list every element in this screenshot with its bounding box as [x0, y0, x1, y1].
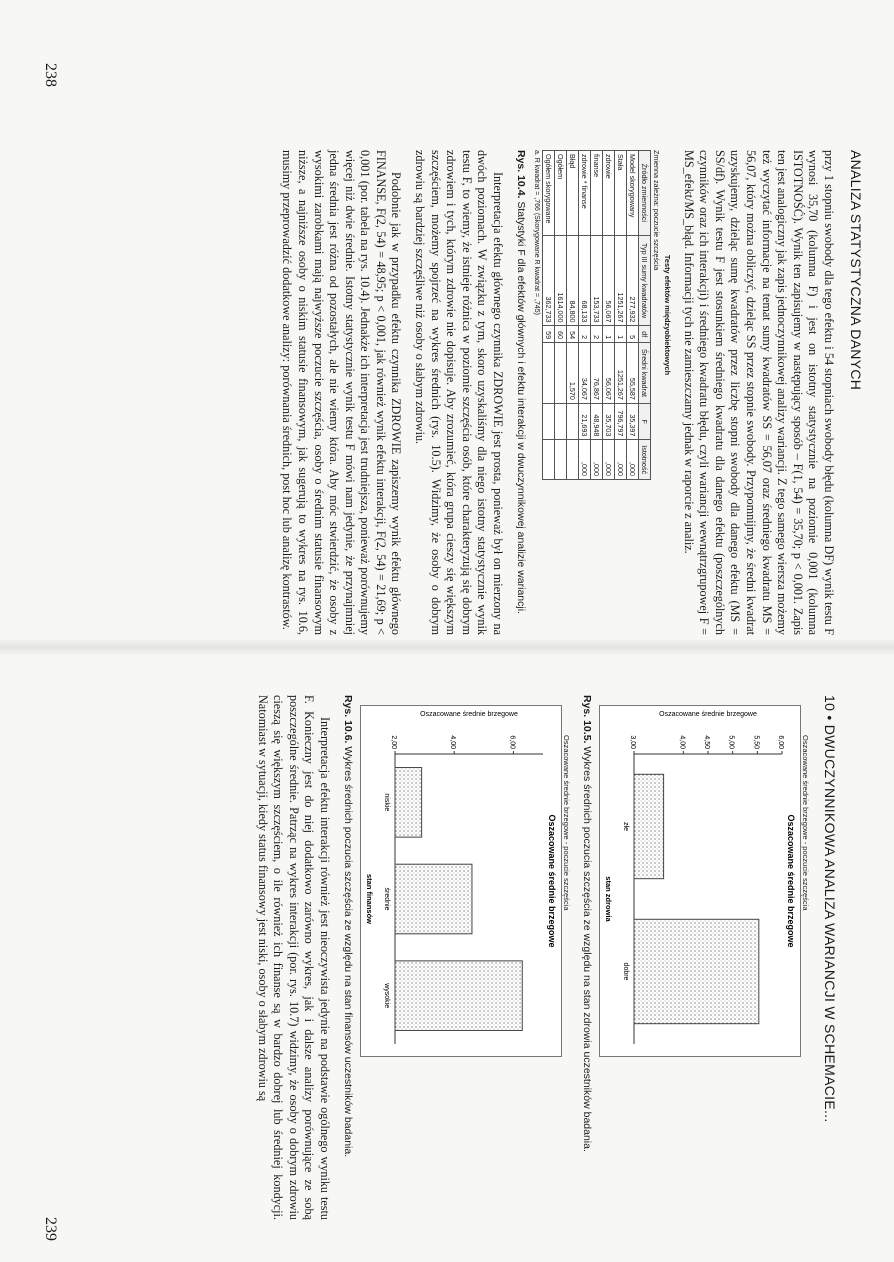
table-row — [615, 151, 627, 480]
y-axis-label: Oszacowane średnie brzegowe — [420, 711, 518, 718]
table-row — [627, 151, 639, 480]
table-row — [543, 151, 555, 480]
paragraph-3: Podobnie jak w przypadku efektu czynnika ZDROWIE zapiszemy wynik efektu głównego FINANSE, F(2, 54) = 48,95; p < 0,001, jak również wynik efektu interakcji, F(2, 54) = 21,69; p < 0,001 (por. tabela na rys. 10.4). Jednakże ich interpretacja jest trudniejsza, ponieważ porównujemy więcej niż dwie średnie. Istotny statystycznie wynik testu F mówi nam jedynie, że przynajmniej jedna średnia jest różna od pozostałych, ale nie wiemy która. Aby móc stwierdzić, że osoby z wysokimi zarobkami mają najwyższe poczucie szczęścia, osoby o średnim statusie finansowym niższe, a najniższe osoby o niskim statusie finansowym, jak sugerują to wykres na rys. 10.6, musimy przeprowadzić dodatkowe analizy: porównania średnich, post hoc lub analizę kontrastów. — [280, 150, 404, 635]
caption-text: Wykres średnich poczucia szczęścia ze względu na stan zdrowia uczestników badania. — [581, 746, 593, 1152]
table-cell: 5 — [627, 326, 639, 343]
y-tick-label: 3,00 — [629, 735, 636, 749]
figure-caption-10-6 — [342, 695, 354, 1220]
table-subtitle: Zmienna zależna: poczucie szczęścia — [652, 150, 662, 271]
chart-finances — [360, 705, 562, 1057]
table-cell: 56,067 — [603, 343, 615, 404]
table-cell: ,000 — [603, 440, 615, 480]
table-cell: zdrowie — [603, 151, 615, 236]
bar-niskie — [395, 768, 422, 838]
table-cell: 1 — [603, 326, 615, 343]
table-cell: finanse — [591, 151, 603, 236]
table-cell — [555, 343, 567, 404]
page-239 — [48, 695, 838, 1220]
y-tick-label: 4,00 — [449, 735, 457, 749]
y-tick-label: 4,50 — [703, 735, 710, 749]
table-cell: 56,067 — [603, 235, 615, 326]
caption-label: Rys. 10.4. — [515, 150, 528, 199]
table-cell: 55,587 — [627, 343, 639, 404]
caption-text: Statystyki F dla efektów głównych i efektu interakcji w dwuczynnikowej analizie wariancji. — [515, 201, 528, 614]
x-tick-label: średnie — [383, 887, 390, 911]
table-header-cell: Źródło zmienności — [639, 151, 651, 236]
table-cell: Ogółem — [555, 151, 567, 236]
table-row — [579, 151, 591, 480]
table-cell — [543, 403, 555, 439]
y-tick-label: 5,00 — [727, 735, 735, 749]
table-cell: 68,133 — [579, 235, 591, 326]
y-tick-label: 5,50 — [752, 735, 760, 749]
caption-text: Wykres średnich poczucia szczęścia ze względu na stan finansów uczestników badania. — [342, 746, 354, 1158]
page-fold — [0, 640, 894, 654]
table-row — [555, 151, 567, 480]
anova-table — [533, 150, 672, 480]
paragraph-2: Interpretacja efektu głównego czynnika ZDROWIE jest prosta, ponieważ był on mierzony na dwóch poziomach. W związku z tym, skoro uzyskaliśmy dla niego istotny statystycznie wynik testu F, to wiemy, że istnieje różnica w poziomie szczęścia osób, które charakteryzują się dobrym zdrowiem i tych, którym zdrowie nie dopisuje. Aby zrozumieć, która grupa cieszy się większym szczęściem, możemy spojrzeć na wykres średnich (rys. 10.5). Widzimy, że osoby o dobrym zdrowiu są bardziej szczęśliwe niż osoby o słabym zdrowiu. — [413, 150, 506, 635]
table-cell: 34,067 — [579, 343, 591, 404]
table-cell: 277,932 — [627, 235, 639, 326]
caption-label: Rys. 10.6. — [342, 695, 354, 744]
y-tick-label: 6,00 — [777, 735, 784, 749]
table-cell: 60 — [555, 326, 567, 343]
x-axis-label: stan zdrowia — [604, 876, 613, 922]
table-cell: 54 — [567, 326, 579, 343]
paragraph-1: przy 1 stopniu swobody dla tego efektu i 54 stopniach swobody błędu (kolumna DF) wynik testu F wynosi 35,70 (kolumna F) i jest on istotny statystycznie na poziomie 0,001 (kolumna ISTOTNOŚĆ). Wynik ten zapisujemy w następujący sposób – F(1, 54) = 35,70; p < 0,001. Zapis ten jest analogiczny jak zapis jednoczynnikowej analizy wariancji. Z tego samego wiersza możemy też wyczytać informacje na temat sumy kwadratów SS = 56,07 oraz średniego kwadratu MS = 56,07, który można obliczyć, dzieląc SS przez stopnie swobody. Przypomnijmy, że średni kwadrat uzyskujemy, dzieląc sumę kwadratów przez liczbę stopni swobody dla danego efektu (MS = SS/df). Wynik testu F jest stosunkiem średniego kwadratu dla danego efektu (poszczególnych czynników oraz ich interakcji) i średniego kwadratu błędu, czyli wariancji wewnątrzgrupowej F = MS_efekt/MS_błąd. Informacji tych nie zamieszczamy jednak w raporcie z analiz. — [681, 150, 836, 635]
table-cell: 153,733 — [591, 235, 603, 326]
table-cell: 84,800 — [567, 235, 579, 326]
table-title: Testy efektów międzyobiektowych — [663, 254, 673, 376]
running-head: 10 • DWUCZYNNIKOWA ANALIZA WARIANCJI W SCHEMACIE... — [822, 695, 838, 1123]
table-cell: 21,693 — [579, 403, 591, 439]
page-238 — [44, 150, 864, 635]
table-header-cell: Średni kwadrat — [639, 343, 651, 404]
table-cell: 1614,000 — [555, 235, 567, 326]
table-cell: 1251,267 — [615, 235, 627, 326]
chart2-heading: Oszacowane średnie brzegowe - poczucie szczęścia — [562, 735, 571, 911]
table-cell: zdrowie * finanse — [579, 151, 591, 236]
table-cell — [543, 440, 555, 480]
table-cell: Model skorygowany — [627, 151, 639, 236]
chart-title: Oszacowane średnie brzegowe — [786, 814, 796, 948]
table-cell: ,000 — [591, 440, 603, 480]
table-cell: Ogółem skorygowane — [543, 151, 555, 236]
table-cell — [567, 440, 579, 480]
table-row — [567, 151, 579, 480]
y-axis-label: Oszacowane średnie brzegowe — [659, 711, 757, 718]
table-header-cell: F — [639, 403, 651, 439]
table-cell — [555, 403, 567, 439]
table-header-cell: df — [639, 326, 651, 343]
table-row — [591, 151, 603, 480]
table-cell — [543, 343, 555, 404]
figure-caption-10-5 — [581, 695, 593, 1220]
table-cell: Stała — [615, 151, 627, 236]
table-cell: ,000 — [615, 440, 627, 480]
table-cell: 1251,267 — [615, 343, 627, 404]
x-tick-label: dobre — [622, 962, 629, 981]
table-cell — [567, 403, 579, 439]
table-cell: Błąd — [567, 151, 579, 236]
table-cell: 2 — [579, 326, 591, 343]
bar-średnie — [395, 864, 472, 934]
paragraph-1: Interpretacja efektu interakcji również jest nieoczywista jedynie na podstawie ogólnego wyniku testu F. Konieczny jest do niej dodatkowo zarówno wykres, jak i dalsze analizy porównujące ze sobą poszczególne średnie. Patrząc na wykres interakcji (por. rys. 10.7) widzimy, że osoby o dobrym zdrowiu cieszą się większym szczęściem, o ile również ich finanse są w bardzo dobrej lub średniej kondycji. Natomiast w sytuacji, kiedy status finansowy jest niski, osoby o słabym zdrowiu są — [255, 695, 332, 1220]
table-cell: 796,797 — [615, 403, 627, 439]
chart-finances-svg — [361, 706, 561, 1056]
y-tick-label: 4,00 — [678, 735, 686, 749]
chart-health-svg — [600, 706, 800, 1056]
running-head: ANALIZA STATYSTYCZNA DANYCH — [848, 150, 864, 391]
table-cell: 1 — [615, 326, 627, 343]
x-tick-label: złe — [622, 822, 629, 831]
table-cell: ,000 — [627, 440, 639, 480]
table-cell: 35,703 — [603, 403, 615, 439]
x-tick-label: wysokie — [383, 983, 390, 1009]
table-cell: ,000 — [579, 440, 591, 480]
chart-title: Oszacowane średnie brzegowe — [547, 814, 557, 948]
bar-wysokie — [395, 961, 522, 1031]
table-header-cell: Istotność — [639, 440, 651, 480]
table-row — [603, 151, 615, 480]
table-cell: 35,397 — [627, 403, 639, 439]
x-axis-label: stan finansów — [365, 873, 374, 925]
chart1-heading: Oszacowane średnie brzegowe - poczucie szczęścia — [801, 735, 810, 911]
chart-health — [599, 705, 801, 1057]
table-header-cell: Typ III sumy kwadratów — [639, 235, 651, 326]
x-tick-label: niskie — [383, 793, 390, 812]
table-cell: 48,948 — [591, 403, 603, 439]
page-number-239: 239 — [42, 1217, 59, 1241]
table-cell: 1,570 — [567, 343, 579, 404]
table-cell — [555, 440, 567, 480]
page-number-238: 238 — [42, 63, 59, 87]
y-tick-label: 6,00 — [508, 735, 516, 749]
table-cell: 362,733 — [543, 235, 555, 326]
table-cell: 2 — [591, 326, 603, 343]
table-cell: 76,867 — [591, 343, 603, 404]
caption-label: Rys. 10.5. — [581, 695, 593, 744]
bar-złe — [634, 774, 664, 878]
table-footnote: a. R kwadrat = ,766 (Skorygowane R kwadrat = ,745) — [533, 150, 541, 315]
figure-caption-10-4 — [515, 150, 527, 635]
y-tick-label: 2,00 — [390, 735, 397, 749]
anova-results-table — [542, 150, 651, 480]
bar-dobre — [634, 919, 759, 1023]
table-cell: 59 — [543, 326, 555, 343]
